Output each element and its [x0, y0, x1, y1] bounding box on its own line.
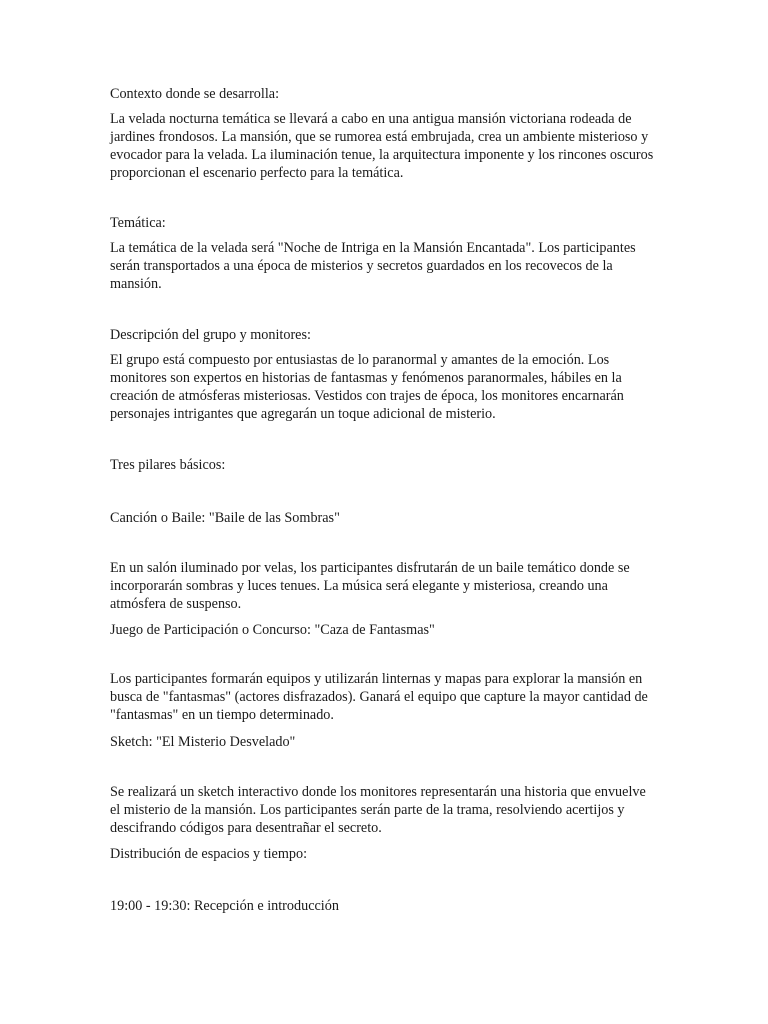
paragraph-line: serán transportados a una época de misterios y secretos guardados en los recovecos de la [110, 258, 613, 274]
section-heading-contexto: Contexto donde se desarrolla: [110, 86, 280, 102]
paragraph-line: atmósfera de suspenso. [110, 596, 242, 612]
paragraph-line: busca de "fantasmas" (actores disfrazados). Ganará el equipo que capture la mayor cantidad de [110, 689, 648, 705]
paragraph-sketch [110, 783, 650, 837]
paragraph-line: La velada nocturna temática se llevará a cabo en una antigua mansión victoriana rodeada de [110, 111, 632, 127]
paragraph-line: creación de atmósferas misteriosas. Vestidos con trajes de época, los monitores encarnarán [110, 388, 624, 404]
paragraph-line: mansión. [110, 276, 162, 292]
paragraph-line: "fantasmas" en un tiempo determinado. [110, 707, 334, 723]
paragraph-line: el misterio de la mansión. Los participantes serán parte de la trama, resolviendo acertijos y [110, 802, 625, 818]
paragraph-line: evocador para la velada. La iluminación tenue, la arquitectura imponente y los rincones oscuros [110, 147, 654, 163]
paragraph-line: proporcionan el escenario perfecto para la temática. [110, 165, 404, 181]
paragraph-line: Los participantes formarán equipos y utilizarán linternas y mapas para explorar la mansión en [110, 671, 643, 687]
schedule-item: 19:00 - 19:30: Recepción e introducción [110, 898, 339, 914]
paragraph-tematica [110, 239, 650, 293]
paragraph-line: Se realizará un sketch interactivo donde los monitores representarán una historia que envuelve [110, 784, 646, 800]
section-heading-pilares: Tres pilares básicos: [110, 457, 226, 473]
section-heading-grupo: Descripción del grupo y monitores: [110, 327, 311, 343]
paragraph-line: personajes intrigantes que agregarán un toque adicional de misterio. [110, 406, 496, 422]
paragraph-line: El grupo está compuesto por entusiastas de lo paranormal y amantes de la emoción. Los [110, 352, 610, 368]
paragraph-line: jardines frondosos. La mansión, que se rumorea está embrujada, crea un ambiente misterioso y [110, 129, 649, 145]
paragraph-line: descifrando códigos para desentrañar el secreto. [110, 820, 382, 836]
section-heading-tematica: Temática: [110, 215, 166, 231]
paragraph-line: monitores son expertos en historias de fantasmas y fenómenos paranormales, hábiles en la [110, 370, 622, 386]
paragraph-line: La temática de la velada será "Noche de Intriga en la Mansión Encantada". Los participantes [110, 240, 636, 256]
section-heading-cancion: Canción o Baile: "Baile de las Sombras" [110, 510, 340, 526]
section-heading-sketch: Sketch: "El Misterio Desvelado" [110, 734, 296, 750]
section-heading-distribucion: Distribución de espacios y tiempo: [110, 846, 308, 862]
paragraph-line: incorporarán sombras y luces tenues. La música será elegante y misteriosa, creando una [110, 578, 608, 594]
paragraph-contexto [110, 110, 654, 182]
paragraph-grupo [110, 351, 650, 423]
paragraph-cancion [110, 559, 650, 613]
section-heading-juego: Juego de Participación o Concurso: "Caza de Fantasmas" [110, 622, 435, 638]
paragraph-juego [110, 670, 650, 724]
paragraph-line: En un salón iluminado por velas, los participantes disfrutarán de un baile temático donde se [110, 560, 630, 576]
